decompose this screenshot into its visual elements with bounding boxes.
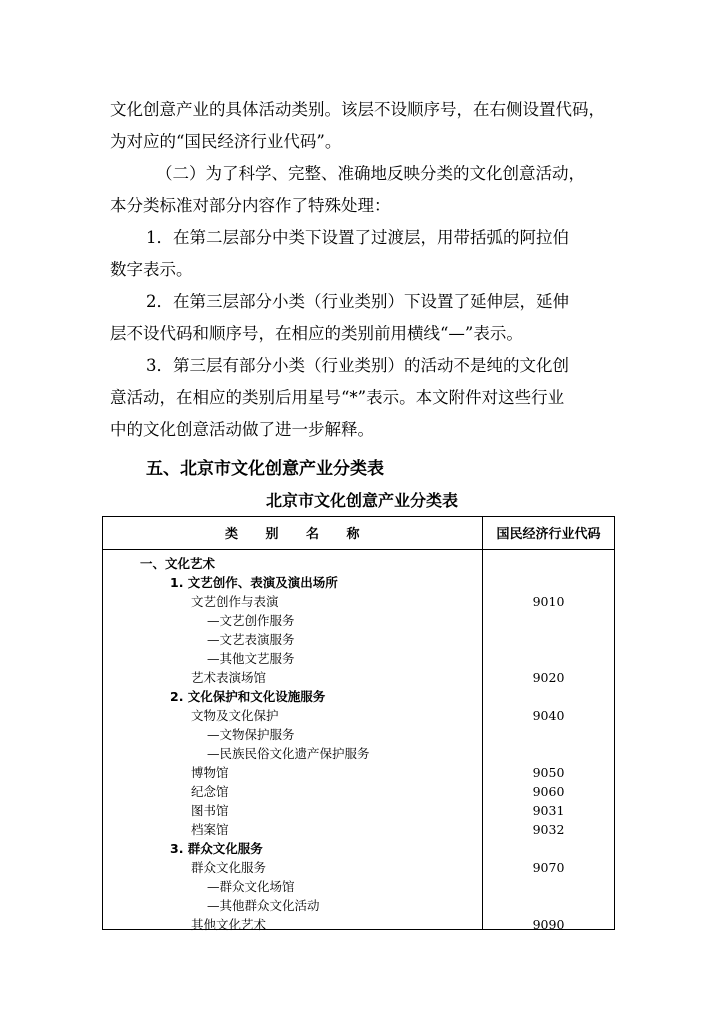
text-line: 为对应的“国民经济行业代码”。 — [110, 132, 342, 151]
text-line: 文化创意产业的具体活动类别。该层不设顺序号，在右侧设置代码， — [110, 100, 605, 119]
table-row — [103, 839, 614, 858]
table-row — [103, 915, 614, 934]
table-row — [103, 687, 614, 706]
text-line: 2．在第三层部分小类（行业类别）下设置了延伸层，延伸 — [146, 292, 569, 311]
text-line: 1．在第二层部分中类下设置了过渡层，用带括弧的阿拉伯 — [146, 228, 569, 247]
table-row — [103, 877, 614, 896]
category-name: —文艺创作服务 — [207, 613, 295, 628]
category-name: —其他文艺服务 — [207, 651, 295, 666]
text-line: 本分类标准对部分内容作了特殊处理： — [110, 196, 391, 215]
table-row — [103, 782, 614, 801]
table-row — [103, 649, 614, 668]
text-line: 意活动，在相应的类别后用星号“*”表示。本文附件对这些行业 — [110, 388, 565, 407]
industry-code: 9090 — [532, 917, 565, 932]
category-name: 2. 文化保护和文化设施服务 — [170, 689, 326, 704]
table-row — [103, 668, 614, 687]
table-row — [103, 592, 614, 611]
table-row — [103, 763, 614, 782]
category-name: 艺术表演场馆 — [191, 670, 267, 685]
text-line: 3．第三层有部分小类（行业类别）的活动不是纯的文化创 — [146, 356, 569, 375]
table-row — [103, 630, 614, 649]
industry-code: 9020 — [532, 670, 565, 685]
table-row — [103, 896, 614, 915]
table-row — [103, 573, 614, 592]
classification-table — [102, 516, 615, 930]
paragraph-special-handling — [110, 158, 616, 222]
header-category-name: 类 别 名 称 — [224, 527, 360, 542]
category-name: —群众文化场馆 — [207, 879, 295, 894]
industry-code: 9060 — [532, 784, 565, 799]
category-name: 纪念馆 — [191, 784, 229, 799]
table-title: 北京市文化创意产业分类表 — [265, 491, 458, 510]
industry-code: 9032 — [532, 822, 565, 837]
paragraph-item-2 — [110, 286, 616, 350]
industry-code: 9050 — [532, 765, 565, 780]
paragraph-item-3 — [110, 350, 616, 446]
table-row — [103, 744, 614, 763]
category-name: 图书馆 — [191, 803, 229, 818]
table-header — [103, 517, 614, 550]
industry-code: 9031 — [532, 803, 565, 818]
category-name: —其他群众文化活动 — [207, 898, 320, 913]
category-name: —文艺表演服务 — [207, 632, 295, 647]
table-row — [103, 706, 614, 725]
category-name: 其他文化艺术 — [191, 917, 267, 932]
category-name: 3. 群众文化服务 — [170, 841, 263, 856]
category-name: 文物及文化保护 — [191, 708, 279, 723]
category-name: 1. 文艺创作、表演及演出场所 — [170, 575, 338, 590]
category-name: 群众文化服务 — [191, 860, 267, 875]
table-row — [103, 858, 614, 877]
text-line: 层不设代码和顺序号，在相应的类别前用横线“—”表示。 — [110, 324, 523, 343]
industry-code: 9070 — [532, 860, 565, 875]
category-name: 一、文化艺术 — [140, 556, 216, 571]
category-name: —文物保护服务 — [207, 727, 295, 742]
table-row — [103, 725, 614, 744]
table-row — [103, 820, 614, 839]
category-name: 博物馆 — [191, 765, 229, 780]
category-name: 文艺创作与表演 — [191, 594, 279, 609]
text-line: （二）为了科学、完整、准确地反映分类的文化创意活动， — [156, 164, 585, 183]
industry-code: 9040 — [532, 708, 565, 723]
paragraph-intro — [110, 94, 616, 158]
category-name: —民族民俗文化遗产保护服务 — [207, 746, 370, 761]
table-row — [103, 801, 614, 820]
paragraph-item-1 — [110, 222, 616, 286]
text-line: 数字表示。 — [110, 260, 193, 279]
header-industry-code: 国民经济行业代码 — [496, 527, 601, 542]
category-name: 档案馆 — [191, 822, 229, 837]
section-heading: 五、北京市文化创意产业分类表 — [146, 459, 384, 479]
table-row — [103, 554, 614, 573]
table-row — [103, 611, 614, 630]
text-line: 中的文化创意活动做了进一步解释。 — [110, 420, 374, 439]
industry-code: 9010 — [532, 594, 565, 609]
